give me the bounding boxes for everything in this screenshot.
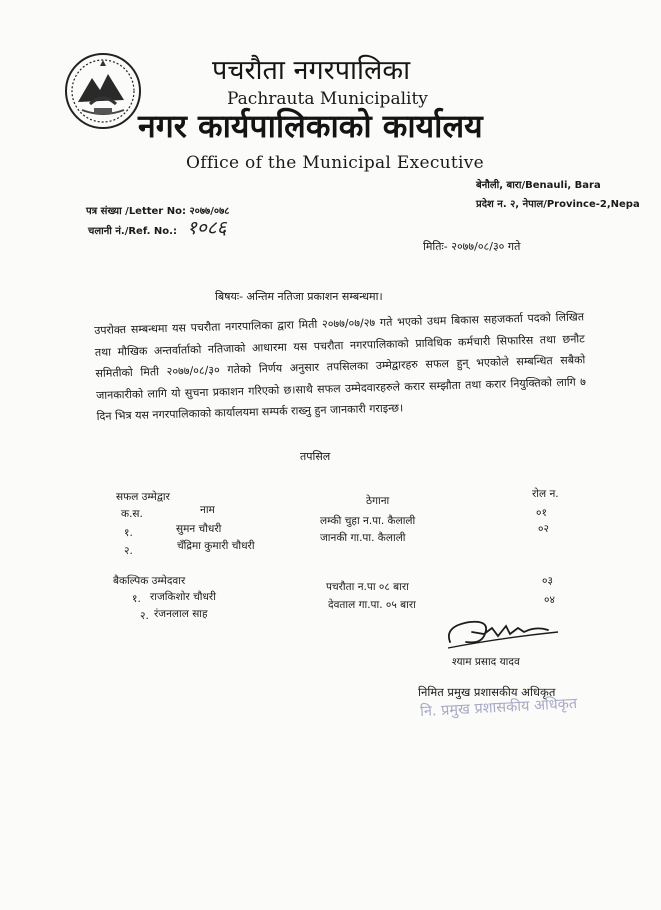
address-line-1: बेनौली, बारा/Benauli, Bara	[476, 180, 601, 191]
official-stamp: नि. प्रमुख प्रशासकीय अधिकृत	[419, 695, 578, 721]
signatory-title: निमित प्रमुख प्रशासकीय अधिकृत	[418, 685, 556, 699]
row-name: चँद्रिमा कुमारी चौधरी	[177, 540, 255, 552]
row-address: लम्की चुहा न.पा. कैलाली	[320, 515, 416, 527]
row-sn: १.	[124, 527, 133, 539]
row-address: पचरौता न.पा ०८ बारा	[326, 581, 409, 593]
row-sn: २.	[124, 545, 133, 557]
subject-line: बिषयः- अन्तिम नतिजा प्रकाशन सम्बन्धमा।	[215, 290, 383, 303]
column-header-name: नाम	[200, 504, 215, 516]
row-address: देवताल गा.पा. ०५ बारा	[328, 599, 416, 611]
alternate-candidates-heading: बैकल्पिक उम्मेदवार	[113, 575, 186, 587]
body-paragraph: उपरोक्त सम्बन्धमा यस पचरौता नगरपालिका द्वारा मिती २०७७/०७/२७ गते भएको उधम बिकास सहजकर्ता पदको लिखित तथा मौखिक अन्तर्वार्ताको नतिजाको आधारमा यस पचरौता नगरपालिकाको प्राविधिक कर्मचारी सिफारिस तथा छनौट समितीको मिती २०७७/०८/३० गतेको निर्णय अनुसार तपसिलका उम्मेद्वारहरु सफल हुन् भएकोले सम्बन्धित सबैको जानकारीको लागि यो सुचना प्रकाशन गरिएको छ।साथै सफल उम्मेदवारहरुले करार सम्झौता तथा करार नियुक्तिको लागि ७ दिन भित्र यस नगरपालिकाको कार्यालयमा सम्पर्क राख्नु हुन जानकारी गराइन्छ।	[94, 310, 587, 423]
details-heading: तपसिल	[300, 450, 331, 463]
row-roll: ०२	[538, 523, 549, 535]
letter-number: पत्र संख्या /Letter No: २०७७/०७८	[86, 206, 230, 217]
row-name: सुमन चौधरी	[176, 523, 222, 535]
municipality-name-nepali: पचरौता नगरपालिका	[212, 55, 411, 86]
address-line-2: प्रदेश न. २, नेपाल/Province-2,Nepa	[476, 199, 640, 210]
reference-number-handwritten: १०८६	[187, 217, 227, 239]
successful-candidates-heading: सफल उम्मेद्वार	[116, 491, 170, 503]
row-sn: १.	[132, 593, 141, 605]
signatory-name: श्याम प्रसाद यादव	[452, 656, 520, 668]
office-name-english: Office of the Municipal Executive	[186, 153, 485, 173]
column-header-address: ठेगाना	[366, 495, 390, 507]
row-name: रंजनलाल साह	[154, 608, 208, 620]
reference-label: चलानी नं./Ref. No.:	[88, 226, 177, 237]
column-header-roll: रोल न.	[532, 488, 559, 500]
municipality-name-english: Pachrauta Municipality	[227, 89, 428, 109]
office-name-nepali: नगर कार्यपालिकाको कार्यालय	[138, 107, 483, 145]
nepal-emblem-icon	[64, 52, 142, 130]
letter-date: मितिः- २०७७/०८/३० गते	[423, 240, 521, 253]
row-name: राजकिशोर चौधरी	[150, 591, 216, 603]
row-sn: २.	[140, 610, 149, 622]
row-roll: ०३	[542, 575, 553, 587]
row-address: जानकी गा.पा. कैलाली	[320, 532, 406, 544]
column-header-sn: क.स.	[121, 508, 143, 520]
row-roll: ०१	[536, 507, 547, 519]
handwritten-signature	[440, 602, 568, 662]
row-roll: ०४	[544, 594, 555, 606]
